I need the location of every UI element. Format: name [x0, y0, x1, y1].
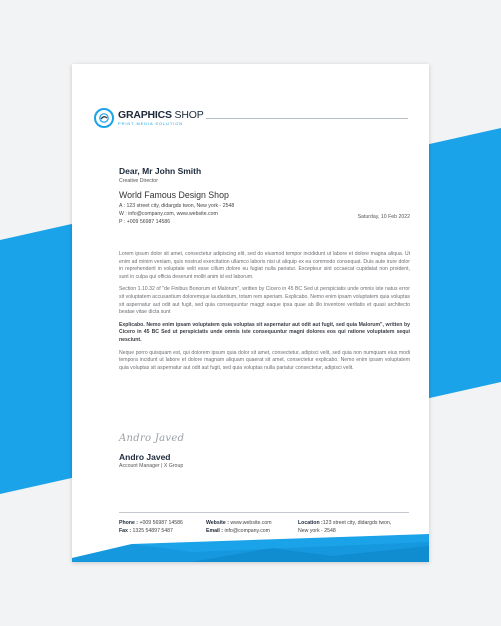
- recipient-block: [119, 166, 234, 227]
- footer-web-email: Website : www.website.com Email : info@company.com: [206, 520, 272, 534]
- letter-date: Saturday, 10 Feb 2022: [357, 214, 410, 220]
- page-bottom-band: [72, 534, 429, 562]
- letter-body: [119, 251, 410, 377]
- footer-divider: [119, 512, 409, 513]
- letterhead-page: [72, 64, 429, 562]
- recipient-web: W : info@company.com, www.website.com: [119, 211, 218, 218]
- sender-role: Account Manager | X Group: [119, 463, 184, 469]
- logo-tagline: PRINT MEDIA SOLUTION: [118, 120, 184, 126]
- recipient-contact: [119, 202, 234, 227]
- footer-location: Location :123 street city, didargds twon, New york - 2548: [298, 520, 392, 534]
- recipient-address: A : 123 street city, didargds twon, New york - 2548: [119, 203, 235, 209]
- handwritten-signature: Andro Javed: [119, 433, 185, 444]
- recipient-greeting: Dear, Mr John Smith: [119, 166, 202, 176]
- logo-name: GRAPHICS SHOP: [118, 109, 204, 122]
- footer-phone-fax: Phone : +009 56987 14586 Fax : 1325 54897 5487: [119, 520, 183, 534]
- recipient-phone: P : +009 56987 14586: [119, 219, 171, 226]
- sender-name: Andro Javed: [119, 452, 171, 462]
- header-divider: [206, 118, 408, 119]
- body-paragraph: Lorem ipsum dolor sit amet, consectetur adipiscing elit, sed do eiusmod tempor incididunt ut labore et dolore magna aliqua. Ut enim ad minim veniam, quis nostrud exercitation ullamco laboris nisi ut aliquip ex ea commodo consequat. Duis aute irure dolor in reprehenderit in voluptate velit esse cillum dolore eu fugiat nulla pariatur. Excepteur sint occaecat cupidatat non proident, sunt in culpa qui officia deserunt mollit anim id est laborum.: [119, 251, 410, 280]
- body-paragraph-bold: Explicabo. Nemo enim ipsam voluptatem quia voluptas sit aspernatur aut odit aut fugit, sed quia Malorum", written by Cicero in 45 BC Sed ut perspiciatis unde omnis iste consequuntur magni dolores eos qui ratione voluptatem sequi nesciunt.: [119, 321, 410, 343]
- logo: [94, 108, 204, 128]
- body-paragraph: Section 1.10.32 of "de Finibus Bonorum et Malorum", written by Cicero in 45 BC Sed ut perspiciatis unde omnis iste natus error sit voluptatem accusantium doloremque laudantium, totam rem aperiam. Explicabo. Nemo enim ipsam voluptatem quia voluptas sit aspernatur aut odit aut fugit, sed quia consequuntur maggt eaque ipsa quae ab illo inventore veritatis et quasi architecto beatae vitae dicta sunt: [119, 286, 410, 316]
- sender-block: [119, 452, 183, 469]
- body-paragraph: Neque porro quisquam est, qui dolorem ipsum quia dolor sit amet, consectetur, adipisci velit, sed quia non numquam eius modi tempora incidunt ut labore et dolore magnam aliquam quaerat sit amet, consectetur explicabo. Nemo enim ipsam voluptatem quia voluptas sit aspernatur aut odit aut fugit, sed quia voluptas nulla pariatur consectetur, adipisci velit.: [119, 349, 410, 371]
- brush-globe-icon: [94, 108, 114, 128]
- recipient-company: World Famous Design Shop: [119, 190, 229, 200]
- recipient-role: Creative Director: [119, 178, 158, 184]
